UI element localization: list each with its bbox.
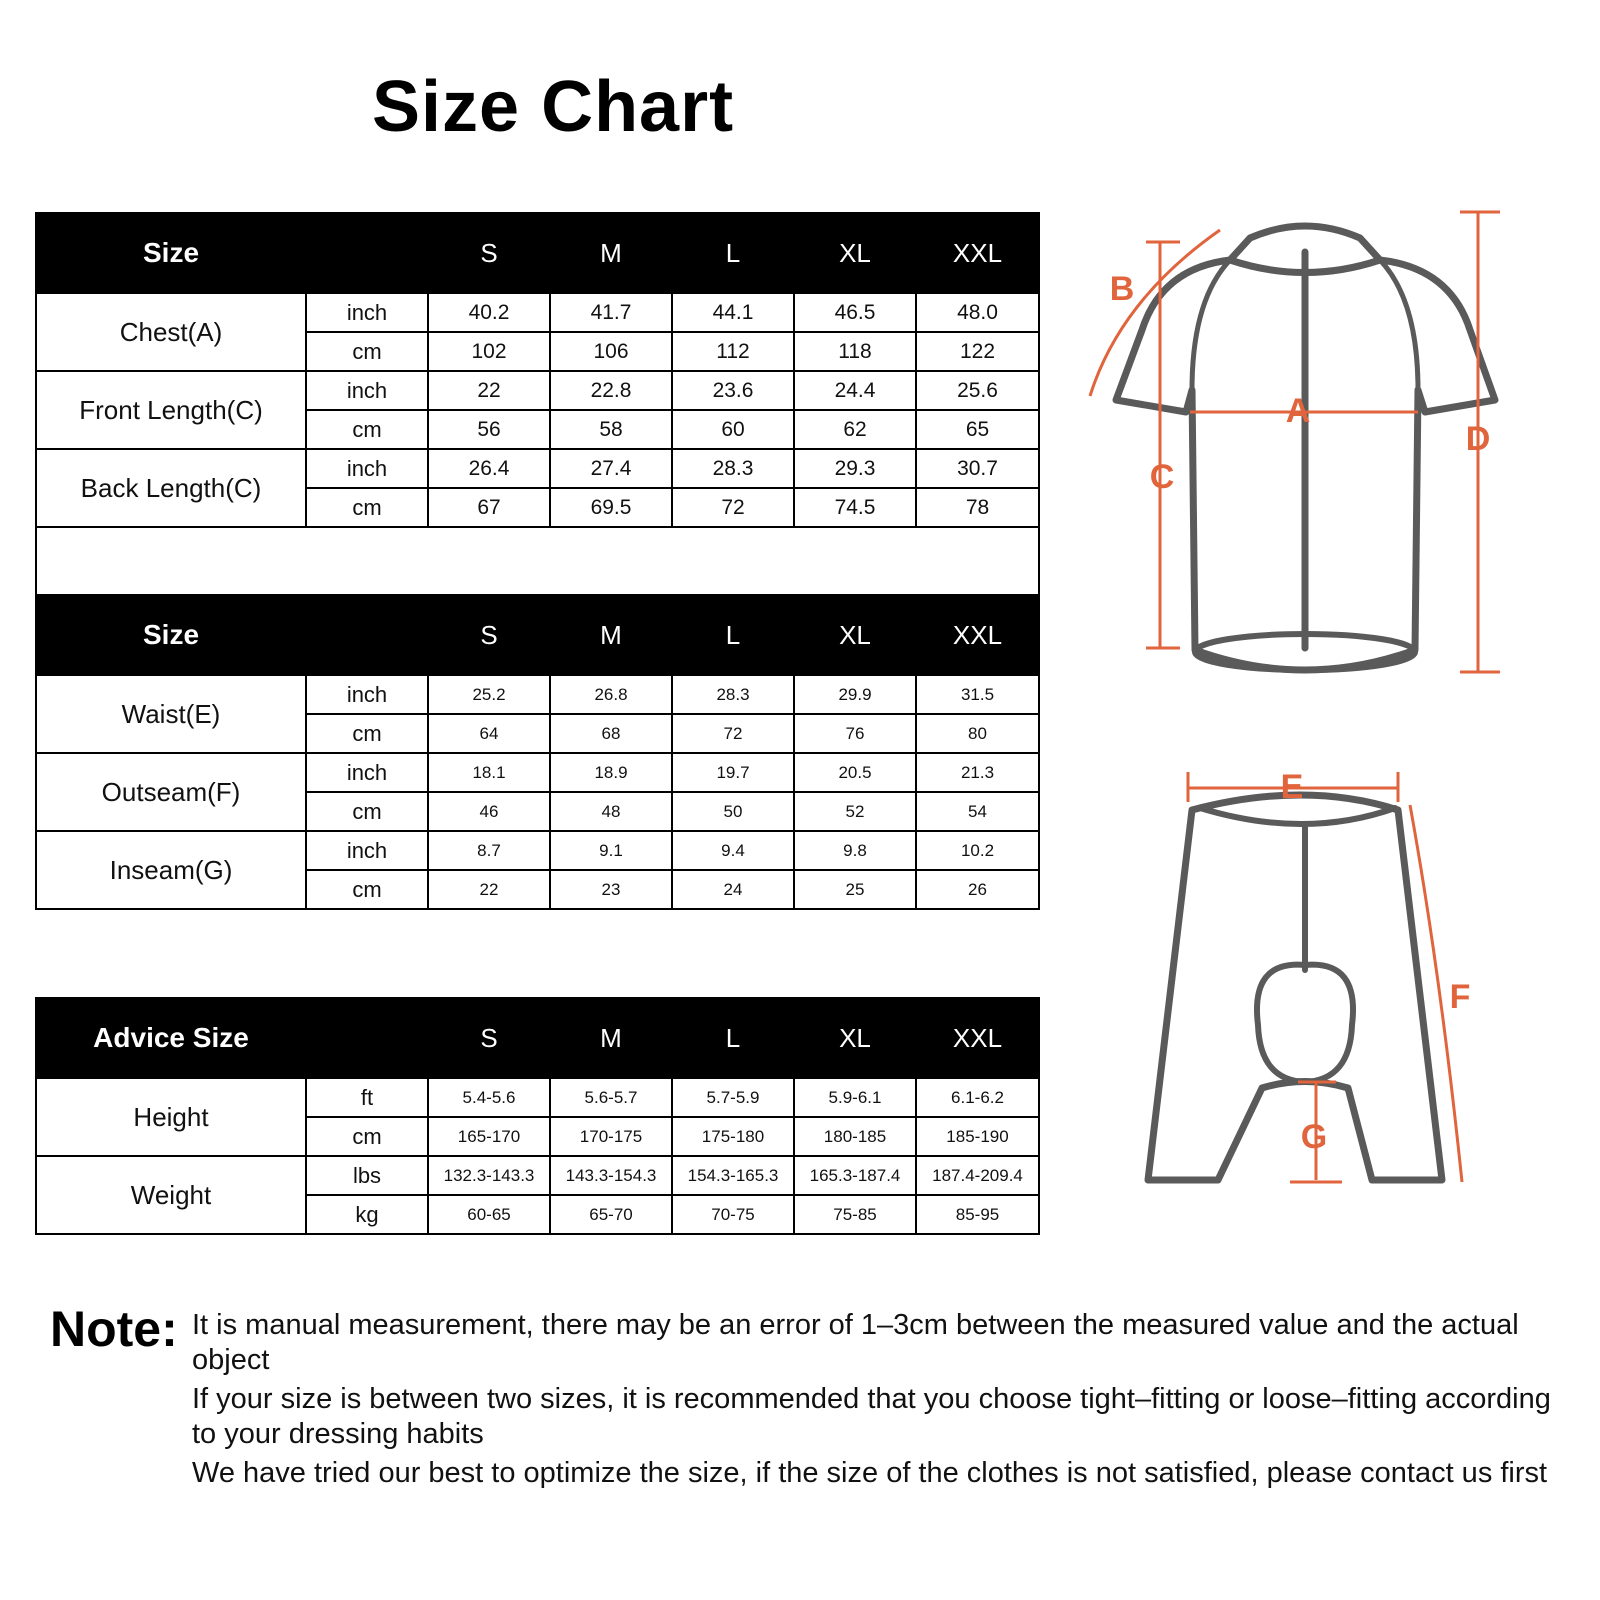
header-size-label: Size — [36, 213, 306, 293]
header-size-l: L — [672, 998, 794, 1078]
jersey-seam-left-icon — [1192, 260, 1230, 390]
value-cell: 74.5 — [794, 488, 916, 527]
value-cell: 60 — [672, 410, 794, 449]
unit-cell: inch — [306, 293, 428, 332]
jersey-seam-right-icon — [1380, 260, 1418, 390]
value-cell: 5.4-5.6 — [428, 1078, 550, 1117]
measure-label-c: C — [1149, 458, 1175, 496]
value-cell: 26.8 — [550, 675, 672, 714]
value-cell: 25 — [794, 870, 916, 909]
value-cell: 26 — [916, 870, 1039, 909]
size-table-advice — [35, 997, 1040, 1235]
value-cell: 29.3 — [794, 449, 916, 488]
value-cell: 72 — [672, 488, 794, 527]
value-cell: 18.9 — [550, 753, 672, 792]
value-cell: 65 — [916, 410, 1039, 449]
table-header-row — [36, 595, 1039, 675]
measure-label-a: A — [1285, 392, 1311, 430]
value-cell: 72 — [672, 714, 794, 753]
value-cell: 5.7-5.9 — [672, 1078, 794, 1117]
table-header-row — [36, 213, 1039, 293]
value-cell: 76 — [794, 714, 916, 753]
unit-cell: ft — [306, 1078, 428, 1117]
value-cell: 9.8 — [794, 831, 916, 870]
value-cell: 44.1 — [672, 293, 794, 332]
value-cell: 54 — [916, 792, 1039, 831]
value-cell: 60-65 — [428, 1195, 550, 1234]
value-cell: 20.5 — [794, 753, 916, 792]
header-size-xl: XL — [794, 213, 916, 293]
value-cell: 26.4 — [428, 449, 550, 488]
value-cell: 75-85 — [794, 1195, 916, 1234]
value-cell: 9.1 — [550, 831, 672, 870]
value-cell: 28.3 — [672, 449, 794, 488]
header-size-s: S — [428, 998, 550, 1078]
value-cell: 5.9-6.1 — [794, 1078, 916, 1117]
value-cell: 27.4 — [550, 449, 672, 488]
header-advice-size-label: Advice Size — [36, 998, 306, 1078]
value-cell: 50 — [672, 792, 794, 831]
garment-diagram — [1080, 190, 1560, 1230]
value-cell: 62 — [794, 410, 916, 449]
page-title: Size Chart — [372, 67, 735, 147]
unit-cell: inch — [306, 831, 428, 870]
header-unit-blank — [306, 998, 428, 1078]
value-cell: 40.2 — [428, 293, 550, 332]
table-row — [36, 293, 1039, 332]
table-row — [36, 831, 1039, 870]
value-cell: 29.9 — [794, 675, 916, 714]
value-cell: 21.3 — [916, 753, 1039, 792]
value-cell: 25.2 — [428, 675, 550, 714]
note-lines — [192, 1308, 1570, 1495]
header-size-l: L — [672, 213, 794, 293]
value-cell: 24.4 — [794, 371, 916, 410]
value-cell: 19.7 — [672, 753, 794, 792]
size-table-measurements — [35, 212, 1040, 910]
table-row — [36, 675, 1039, 714]
value-cell: 112 — [672, 332, 794, 371]
value-cell: 56 — [428, 410, 550, 449]
header-size-label: Size — [36, 595, 306, 675]
unit-cell: lbs — [306, 1156, 428, 1195]
value-cell: 187.4-209.4 — [916, 1156, 1039, 1195]
value-cell: 78 — [916, 488, 1039, 527]
unit-cell: inch — [306, 753, 428, 792]
header-size-l: L — [672, 595, 794, 675]
table-row — [36, 449, 1039, 488]
value-cell: 180-185 — [794, 1117, 916, 1156]
table-row — [36, 1156, 1039, 1195]
value-cell: 24 — [672, 870, 794, 909]
unit-cell: cm — [306, 792, 428, 831]
param-waist: Waist(E) — [36, 675, 306, 753]
unit-cell: cm — [306, 332, 428, 371]
spacer-cell — [36, 527, 1039, 595]
param-front-length: Front Length(C) — [36, 371, 306, 449]
value-cell: 30.7 — [916, 449, 1039, 488]
value-cell: 22.8 — [550, 371, 672, 410]
measure-label-b: B — [1109, 270, 1135, 308]
table-spacer-row — [36, 527, 1039, 595]
unit-cell: inch — [306, 371, 428, 410]
table-row — [36, 753, 1039, 792]
value-cell: 22 — [428, 371, 550, 410]
unit-cell: cm — [306, 1117, 428, 1156]
unit-cell: cm — [306, 410, 428, 449]
value-cell: 46 — [428, 792, 550, 831]
value-cell: 31.5 — [916, 675, 1039, 714]
value-cell: 48.0 — [916, 293, 1039, 332]
value-cell: 6.1-6.2 — [916, 1078, 1039, 1117]
value-cell: 41.7 — [550, 293, 672, 332]
note-line: It is manual measurement, there may be an error of 1–3cm between the measured value and the actual object — [192, 1309, 1519, 1376]
note-line: If your size is between two sizes, it is recommended that you choose tight–fitting or loose–fitting according to your dressing habits — [192, 1383, 1551, 1450]
value-cell: 18.1 — [428, 753, 550, 792]
value-cell: 80 — [916, 714, 1039, 753]
value-cell: 5.6-5.7 — [550, 1078, 672, 1117]
value-cell: 122 — [916, 332, 1039, 371]
value-cell: 106 — [550, 332, 672, 371]
value-cell: 46.5 — [794, 293, 916, 332]
value-cell: 175-180 — [672, 1117, 794, 1156]
value-cell: 69.5 — [550, 488, 672, 527]
measure-label-f: F — [1449, 978, 1471, 1016]
unit-cell: inch — [306, 675, 428, 714]
shorts-pad-icon — [1257, 965, 1353, 1082]
unit-cell: inch — [306, 449, 428, 488]
header-size-xxl: XXL — [916, 595, 1039, 675]
value-cell: 9.4 — [672, 831, 794, 870]
shorts-outline-icon — [1148, 795, 1442, 1180]
value-cell: 132.3-143.3 — [428, 1156, 550, 1195]
value-cell: 52 — [794, 792, 916, 831]
value-cell: 22 — [428, 870, 550, 909]
param-height: Height — [36, 1078, 306, 1156]
value-cell: 58 — [550, 410, 672, 449]
header-size-xl: XL — [794, 595, 916, 675]
measure-label-e: E — [1280, 768, 1304, 806]
value-cell: 70-75 — [672, 1195, 794, 1234]
param-inseam: Inseam(G) — [36, 831, 306, 909]
value-cell: 102 — [428, 332, 550, 371]
header-size-xxl: XXL — [916, 213, 1039, 293]
value-cell: 165.3-187.4 — [794, 1156, 916, 1195]
unit-cell: cm — [306, 714, 428, 753]
value-cell: 23.6 — [672, 371, 794, 410]
header-unit-blank — [306, 595, 428, 675]
param-outseam: Outseam(F) — [36, 753, 306, 831]
value-cell: 8.7 — [428, 831, 550, 870]
header-size-m: M — [550, 998, 672, 1078]
measure-label-g: G — [1300, 1118, 1328, 1156]
header-unit-blank — [306, 213, 428, 293]
header-size-m: M — [550, 213, 672, 293]
header-size-m: M — [550, 595, 672, 675]
unit-cell: cm — [306, 870, 428, 909]
unit-cell: cm — [306, 488, 428, 527]
value-cell: 170-175 — [550, 1117, 672, 1156]
note-line: We have tried our best to optimize the size, if the size of the clothes is not satisfied, please contact us first — [192, 1457, 1548, 1489]
value-cell: 143.3-154.3 — [550, 1156, 672, 1195]
header-size-xxl: XXL — [916, 998, 1039, 1078]
table-header-row — [36, 998, 1039, 1078]
header-size-xl: XL — [794, 998, 916, 1078]
value-cell: 28.3 — [672, 675, 794, 714]
value-cell: 118 — [794, 332, 916, 371]
value-cell: 65-70 — [550, 1195, 672, 1234]
value-cell: 10.2 — [916, 831, 1039, 870]
value-cell: 25.6 — [916, 371, 1039, 410]
value-cell: 165-170 — [428, 1117, 550, 1156]
unit-cell: kg — [306, 1195, 428, 1234]
value-cell: 185-190 — [916, 1117, 1039, 1156]
shorts-waistband-icon — [1200, 808, 1395, 824]
param-weight: Weight — [36, 1156, 306, 1234]
table-row — [36, 1078, 1039, 1117]
measure-label-d: D — [1465, 420, 1491, 458]
value-cell: 64 — [428, 714, 550, 753]
value-cell: 85-95 — [916, 1195, 1039, 1234]
param-chest: Chest(A) — [36, 293, 306, 371]
value-cell: 67 — [428, 488, 550, 527]
table-row — [36, 371, 1039, 410]
header-size-s: S — [428, 595, 550, 675]
value-cell: 23 — [550, 870, 672, 909]
header-size-s: S — [428, 213, 550, 293]
note-label: Note: — [50, 1301, 178, 1357]
value-cell: 68 — [550, 714, 672, 753]
param-back-length: Back Length(C) — [36, 449, 306, 527]
value-cell: 154.3-165.3 — [672, 1156, 794, 1195]
value-cell: 48 — [550, 792, 672, 831]
